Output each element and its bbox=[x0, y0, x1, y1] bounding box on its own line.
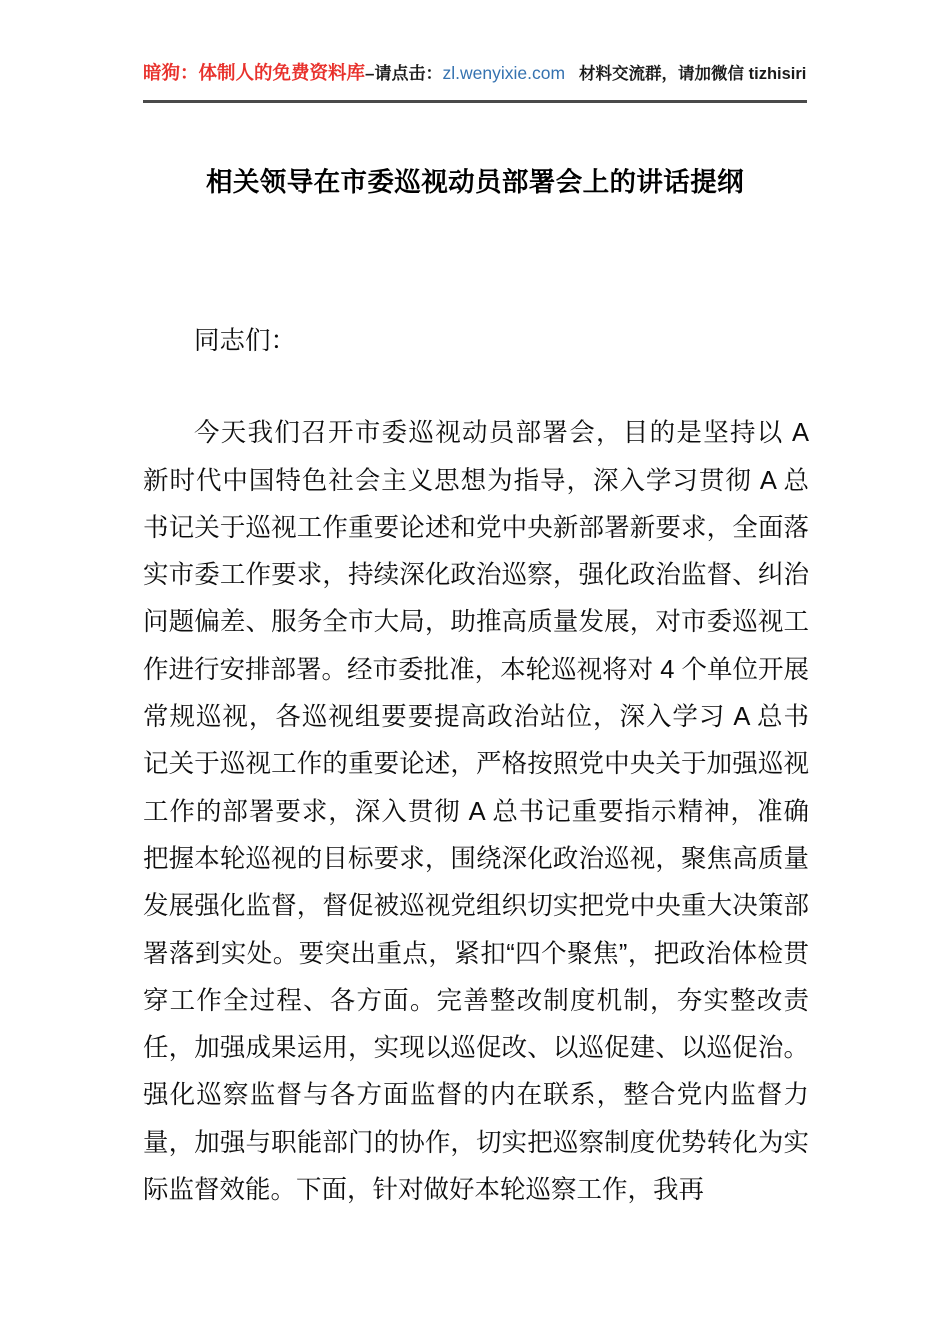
promo-header-banner bbox=[143, 60, 808, 87]
body-paragraph-1: 今天我们召开市委巡视动员部署会，目的是坚持以 A 新时代中国特色社会主义思想为指导，深入学习贯彻 A 总书记关于巡视工作重要论述和党中央新部署新要求，全面落实市委工作要求，持续深化政治巡察，强化政治监督、纠治问题偏差、服务全市大局，助推高质量发展，对市委巡视工作进行安排部署。经市委批准，本轮巡视将对 4 个单位开展常规巡视，各巡视组要要提高政治站位，深入学习 A 总书记关于巡视工作的重要论述，严格按照党中央关于加强巡视工作的部署要求，深入贯彻 A 总书记重要指示精神，准确把握本轮巡视的目标要求，围绕深化政治巡视，聚焦高质量发展强化监督，督促被巡视党组织切实把党中央重大决策部署落到实处。要突出重点，紧扣“四个聚焦”，把政治体检贯穿工作全过程、各方面。完善整改制度机制，夯实整改责任，加强成果运用，实现以巡促改、以巡促建、以巡促治。强化巡察监督与各方面监督的内在联系，整合党内监督力量，加强与职能部门的协作，切实把巡察制度优势转化为实际监督效能。下面，针对做好本轮巡察工作，我再 bbox=[143, 419, 809, 1205]
page-title: 相关领导在市委巡视动员部署会上的讲话提纲 bbox=[206, 167, 744, 197]
salutation-paragraph: 同志们： bbox=[194, 327, 297, 355]
promo-header-line bbox=[143, 60, 808, 87]
promo-click-prompt: –请点击： bbox=[365, 64, 443, 83]
document-body bbox=[143, 318, 809, 1214]
promo-red-text: 暗狗：体制人的免费资料库 bbox=[143, 62, 366, 83]
promo-site-link[interactable]: zl.wenyixie.com bbox=[442, 63, 566, 83]
promo-wechat-text: 材料交流群，请加微信 tizhisiri bbox=[579, 65, 807, 83]
header-divider-rule bbox=[143, 100, 807, 103]
